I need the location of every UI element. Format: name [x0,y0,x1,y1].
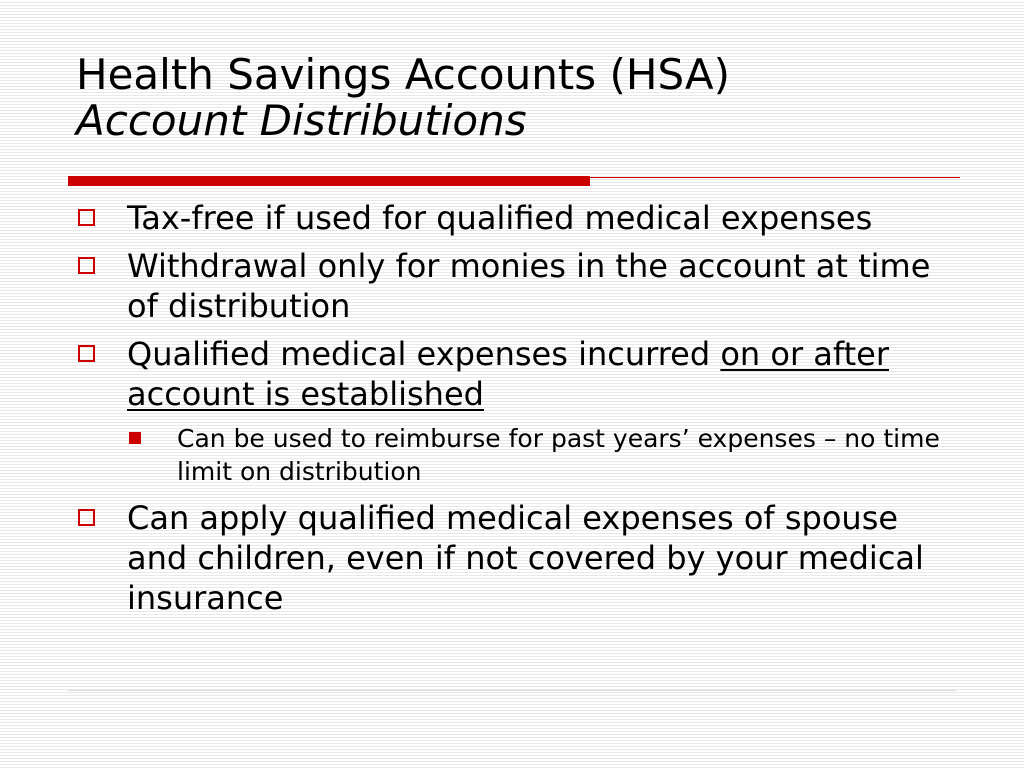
title-rule-thin [590,177,960,178]
title-rule-thick [68,176,590,186]
bullet-text: Withdrawal only for monies in the account at time of distribution [127,247,931,325]
bullet-text: Tax-free if used for qualified medical expenses [127,199,873,237]
bullet-item [76,334,956,414]
bullet-text: Qualified medical expenses incurred [127,335,721,373]
sub-bullet-item [127,422,956,488]
slide-subtitle: Account Distributions [76,96,527,145]
sub-bullet-text: Can be used to reimburse for past years’ expenses – no time limit on distribution [177,424,940,486]
hollow-square-icon [78,257,95,274]
bullet-item [76,498,956,618]
bullet-text: Can apply qualified medical expenses of spouse and children, even if not covered by your medical insurance [127,499,924,617]
footer-rule [68,690,956,691]
hollow-square-icon [78,209,95,226]
bullet-list [76,198,956,626]
bullet-item [76,246,956,326]
filled-square-icon [129,432,141,444]
title-block [76,52,956,144]
bullet-item [76,198,956,238]
slide-title: Health Savings Accounts (HSA) [76,50,731,99]
hollow-square-icon [78,345,95,362]
hollow-square-icon [78,509,95,526]
bullet-underlined-text: on or after account is established [127,335,889,413]
